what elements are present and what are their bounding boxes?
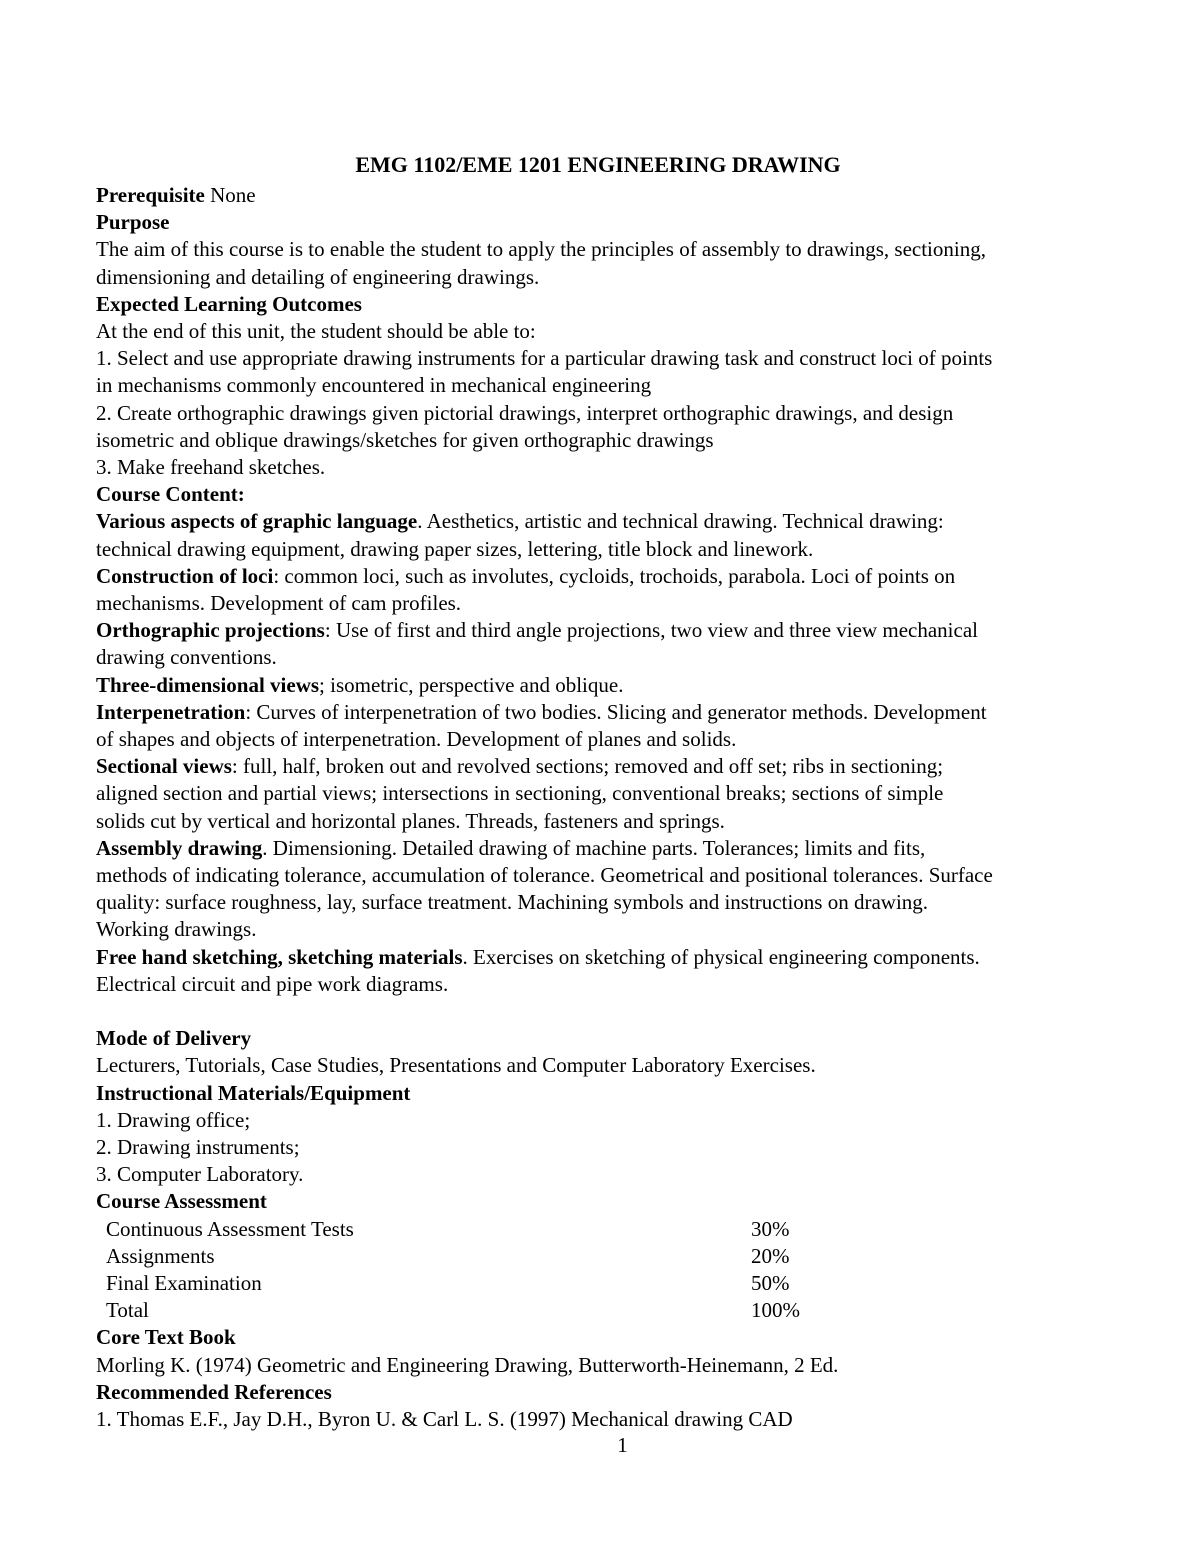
assessment-pct: 20% — [751, 1243, 790, 1268]
document-page — [96, 148, 1106, 1433]
content-item — [96, 508, 1106, 535]
content-item — [96, 753, 1106, 780]
prerequisite-line — [96, 182, 1106, 209]
page-number: 1 — [617, 1433, 628, 1457]
content-continuation: Working drawings. — [96, 917, 257, 942]
outcomes-heading: Expected Learning Outcomes — [96, 291, 362, 316]
content-continuation: technical drawing equipment, drawing paper sizes, lettering, title block and linework. — [96, 536, 814, 561]
assessment-name: Final Examination — [106, 1270, 262, 1295]
content-text: : Use of first and third angle projections, two view and three view mechanical — [324, 618, 978, 643]
content-text: ; isometric, perspective and oblique. — [319, 672, 624, 697]
content-continuation: Electrical circuit and pipe work diagrams. — [96, 971, 449, 996]
assessment-name: Assignments — [106, 1243, 215, 1268]
content-item — [96, 944, 1106, 971]
delivery-text: Lecturers, Tutorials, Case Studies, Presentations and Computer Laboratory Exercises. — [96, 1053, 816, 1078]
outcome-line: 1. Select and use appropriate drawing instruments for a particular drawing task and construct loci of points — [96, 346, 993, 371]
content-term: Sectional views — [96, 754, 232, 779]
content-continuation: of shapes and objects of interpenetration. Development of planes and solids. — [96, 727, 737, 752]
content-item — [96, 699, 1106, 726]
content-heading: Course Content: — [96, 482, 245, 507]
content-text: . Aesthetics, artistic and technical drawing. Technical drawing: — [417, 509, 944, 534]
outcome-line: in mechanisms commonly encountered in mechanical engineering — [96, 373, 652, 398]
outcome-line: 3. Make freehand sketches. — [96, 455, 326, 480]
assessment-row — [96, 1216, 1106, 1243]
assessment-row — [96, 1270, 1106, 1297]
content-item — [96, 672, 1106, 699]
content-term: Assembly drawing — [96, 835, 263, 860]
course-title: EMG 1102/EME 1201 ENGINEERING DRAWING — [355, 152, 841, 177]
materials-item: 1. Drawing office; — [96, 1107, 251, 1132]
assessment-row — [96, 1243, 1106, 1270]
blank-line — [96, 998, 1106, 1025]
assessment-heading: Course Assessment — [96, 1189, 267, 1214]
content-term: Free hand sketching, sketching materials — [96, 944, 463, 969]
content-term: Construction of loci — [96, 563, 274, 588]
content-continuation: mechanisms. Development of cam profiles. — [96, 591, 462, 616]
content-continuation: drawing conventions. — [96, 645, 277, 670]
assessment-name: Total — [106, 1298, 149, 1323]
content-term: Interpenetration — [96, 699, 246, 724]
content-text: : Curves of interpenetration of two bodies. Slicing and generator methods. Development — [245, 699, 987, 724]
content-text: : common loci, such as involutes, cycloids, trochoids, parabola. Loci of points on — [273, 563, 956, 588]
content-text: : full, half, broken out and revolved sections; removed and off set; ribs in sectioning; — [231, 754, 944, 779]
assessment-name: Continuous Assessment Tests — [106, 1216, 354, 1241]
purpose-line: dimensioning and detailing of engineering drawings. — [96, 264, 540, 289]
purpose-line: The aim of this course is to enable the student to apply the principles of assembly to drawings, sectioning, — [96, 237, 986, 262]
delivery-heading: Mode of Delivery — [96, 1026, 252, 1051]
assessment-pct: 100% — [751, 1298, 800, 1323]
content-text: . Exercises on sketching of physical engineering components. — [462, 944, 980, 969]
textbook-text: Morling K. (1974) Geometric and Engineering Drawing, Butterworth-Heinemann, 2 Ed. — [96, 1352, 839, 1377]
references-heading: Recommended References — [96, 1379, 332, 1404]
content-text: . Dimensioning. Detailed drawing of machine parts. Tolerances; limits and fits, — [262, 835, 926, 860]
content-item — [96, 617, 1106, 644]
reference-item: 1. Thomas E.F., Jay D.H., Byron U. & Carl L. S. (1997) Mechanical drawing CAD — [96, 1406, 793, 1431]
content-term: Orthographic projections — [96, 618, 325, 643]
materials-heading: Instructional Materials/Equipment — [96, 1080, 411, 1105]
prerequisite-label: Prerequisite — [96, 183, 205, 207]
content-continuation: solids cut by vertical and horizontal planes. Threads, fasteners and springs. — [96, 808, 725, 833]
outcome-line: isometric and oblique drawings/sketches for given orthographic drawings — [96, 427, 714, 452]
content-continuation: methods of indicating tolerance, accumulation of tolerance. Geometrical and positional tolerances. Surface — [96, 863, 993, 888]
textbook-heading: Core Text Book — [96, 1325, 236, 1350]
prerequisite-value: None — [204, 183, 256, 207]
assessment-row — [96, 1297, 1106, 1324]
materials-item: 3. Computer Laboratory. — [96, 1162, 304, 1187]
content-continuation: aligned section and partial views; intersections in sectioning, conventional breaks; sections of simple — [96, 781, 944, 806]
content-term: Three-dimensional views — [96, 672, 320, 697]
outcomes-intro: At the end of this unit, the student should be able to: — [96, 319, 536, 344]
content-continuation: quality: surface roughness, lay, surface treatment. Machining symbols and instructions on drawing. — [96, 890, 929, 915]
outcome-line: 2. Create orthographic drawings given pictorial drawings, interpret orthographic drawings, and design — [96, 400, 954, 425]
content-term: Various aspects of graphic language — [96, 509, 418, 534]
content-item — [96, 835, 1106, 862]
assessment-pct: 50% — [751, 1270, 790, 1295]
materials-item: 2. Drawing instruments; — [96, 1134, 300, 1159]
assessment-pct: 30% — [751, 1216, 790, 1241]
content-item — [96, 563, 1106, 590]
purpose-heading: Purpose — [96, 210, 170, 235]
